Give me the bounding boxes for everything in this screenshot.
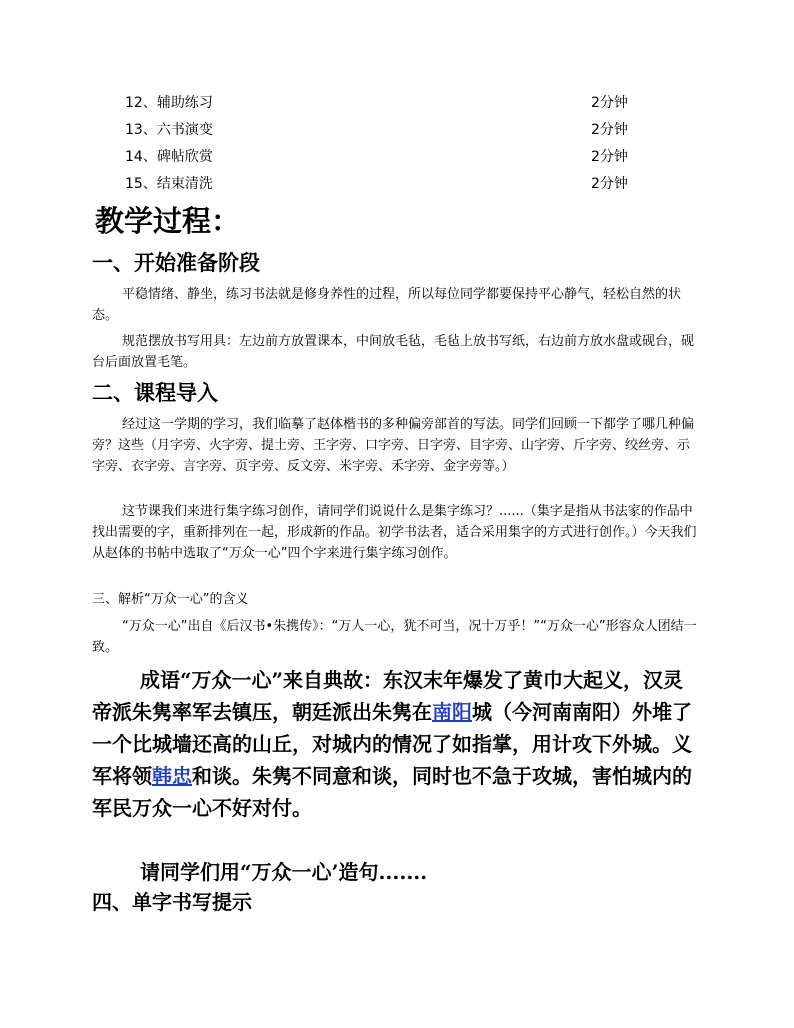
nanyang-link[interactable]: 南阳 <box>432 700 472 724</box>
schedule-item-name: 14、碑帖欣赏 <box>125 149 213 165</box>
schedule-item-time: 2分钟 <box>591 176 628 192</box>
schedule-item-time: 2分钟 <box>591 95 628 111</box>
schedule-item-name: 15、结束清洗 <box>125 176 213 192</box>
paragraph-story <box>92 664 692 824</box>
schedule-item-name: 13、六书演变 <box>125 122 213 138</box>
story-text: 城（今河南南阳）外堆了一个比城墙还高的山丘，对城内的情况了如指掌，用计攻下外城。义军将领 <box>92 700 692 788</box>
paragraph-collect: 这节课我们来进行集字练习创作，请同学们说说什么是集字练习？......（集字是指从书法家的作品中找出需要的字，重新排列在一起，形成新的作品。初学书法者，适合采用集字的方式进行创作。）今天我们从赵体的书帖中选取了“万众一心”四个字来进行集字练习创作。 <box>92 504 697 561</box>
schedule-row <box>125 146 645 173</box>
hanzhong-link[interactable]: 韩忠 <box>152 764 192 788</box>
paragraph-origin: “万众一心”出自《后汉书•朱携传》：“万人一心，犹不可当，况十万乎！”“万众一心”形容众人团结一致。 <box>92 619 697 655</box>
schedule-item-name: 12、辅助练习 <box>125 95 213 111</box>
section-heading-hints: 四、单字书写提示 <box>92 890 252 914</box>
section-heading-intro: 二、课程导入 <box>92 380 218 405</box>
schedule-row <box>125 173 645 200</box>
page-title: 教学过程： <box>95 204 241 238</box>
paragraph-review: 经过这一学期的学习，我们临摹了赵体楷书的多种偏旁部首的写法。同学们回顾一下都学了哪几种偏旁？这些（月字旁、火字旁、提土旁、王字旁、口字旁、日字旁、目字旁、山字旁、斤字旁、绞丝旁、示字旁、衣字旁、言字旁、页字旁、反文旁、米字旁、禾字旁、金字旁等。） <box>92 417 695 474</box>
schedule-list <box>125 92 645 200</box>
schedule-item-time: 2分钟 <box>591 122 628 138</box>
paragraph-prompt: 请同学们用“万众一心’造句....... <box>140 860 428 884</box>
paragraph-calm: 平稳情绪、静坐，练习书法就是修身养性的过程，所以每位同学都要保持平心静气，轻松自然的状态。 <box>92 287 682 323</box>
section-heading-start: 一、开始准备阶段 <box>92 250 260 275</box>
section-heading-meaning: 三、解析“万众一心”的含义 <box>92 592 249 607</box>
schedule-row <box>125 92 645 119</box>
schedule-row <box>125 119 645 146</box>
story-text: 和谈。朱隽不同意和谈，同时也不急于攻城，害怕城内的军民万众一心不好对付。 <box>92 764 692 820</box>
paragraph-tools: 规范摆放书写用具：左边前方放置课本，中间放毛毡，毛毡上放书写纸，右边前方放水盘或砚台，砚台后面放置毛笔。 <box>92 334 695 370</box>
story-text: 成语“万众一心”来自典故：东汉末年爆发了黄巾大起义，汉灵帝派朱隽率军去镇压，朝廷派出朱隽在 <box>92 668 684 724</box>
schedule-item-time: 2分钟 <box>591 149 628 165</box>
